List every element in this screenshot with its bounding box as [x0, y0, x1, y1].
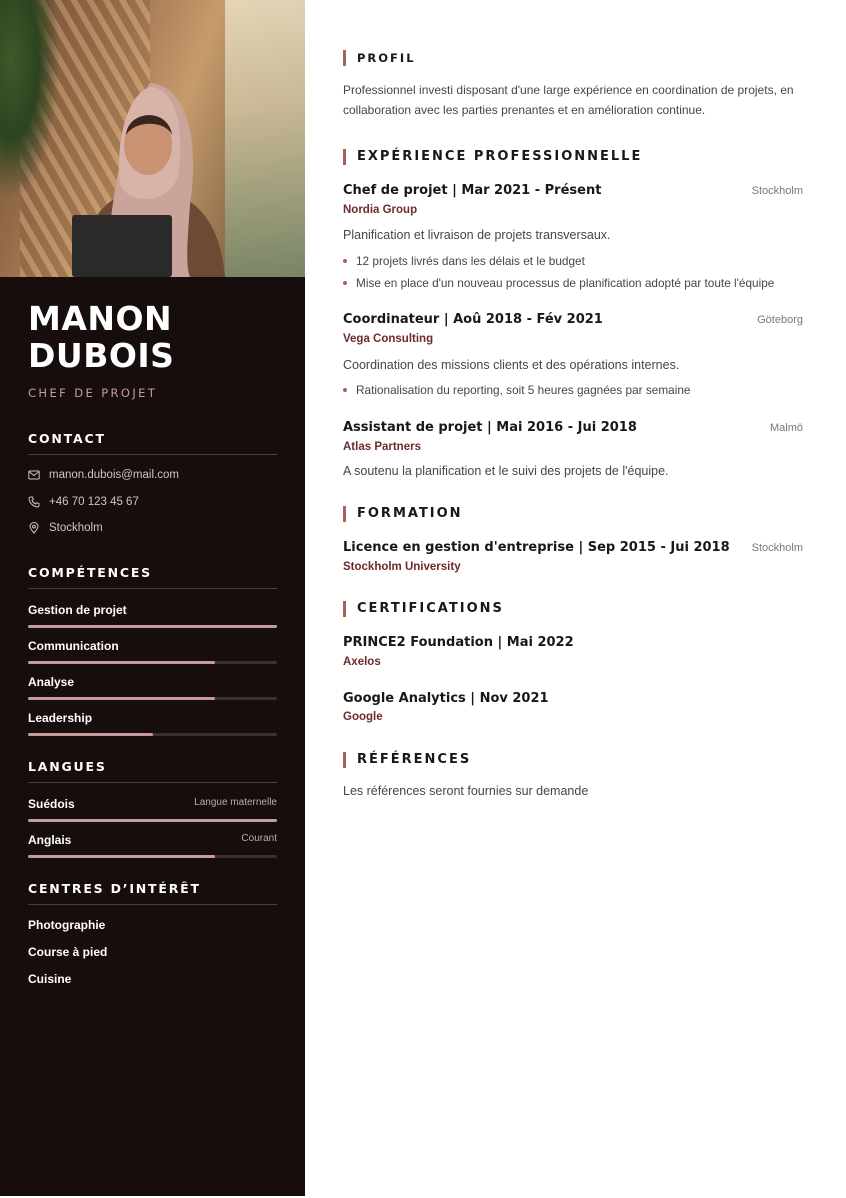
email-text: manon.dubois@mail.com — [49, 469, 179, 481]
job-role: CHEF DE PROJET — [28, 386, 158, 400]
profile-photo — [0, 0, 305, 277]
name-line-2: DUBOIS — [28, 336, 175, 375]
phone-text: +46 70 123 45 67 — [49, 496, 139, 508]
job-achievement: Rationalisation du reporting, soit 5 heures gagnées par semaine — [343, 383, 690, 397]
certification-title: Google Analytics | Nov 2021 — [343, 691, 549, 706]
company-name: Vega Consulting — [343, 333, 434, 345]
references-heading: RÉFÉRENCES — [343, 752, 471, 768]
language-level: Courant — [241, 833, 277, 844]
job-location: Malmö — [769, 422, 803, 434]
skill-name: Leadership — [28, 711, 93, 725]
skill-name: Gestion de projet — [28, 603, 127, 617]
interest-item: Photographie — [28, 918, 106, 932]
portrait-figure — [60, 65, 240, 277]
skill-name: Communication — [28, 639, 119, 653]
photo-plant — [0, 0, 60, 200]
location-pin-icon — [28, 522, 40, 534]
job-title: Assistant de projet | Mai 2016 - Jui 2018 — [343, 420, 637, 435]
job-description: Planification et livraison de projets transversaux. — [343, 228, 611, 242]
certification-issuer: Axelos — [343, 656, 381, 668]
job-achievement: 12 projets livrés dans les délais et le budget — [343, 254, 585, 268]
skill-level-bar — [28, 697, 277, 700]
language-level-bar — [28, 819, 277, 822]
languages-heading: LANGUES — [28, 759, 277, 783]
job-location: Stockholm — [751, 185, 803, 197]
language-label — [28, 833, 277, 847]
sidebar — [0, 0, 305, 1196]
main-content — [305, 0, 846, 1198]
education-heading: FORMATION — [343, 506, 463, 522]
mail-icon — [28, 469, 40, 481]
profile-heading: PROFIL — [343, 50, 416, 66]
skill-label — [28, 711, 277, 725]
language-level-bar — [28, 855, 277, 858]
skill-level-bar — [28, 661, 277, 664]
language-name: Suédois — [28, 797, 75, 811]
job-title: Coordinateur | Aoû 2018 - Fév 2021 — [343, 312, 603, 327]
profile-summary: Professionnel investi disposant d'une large expérience en coordination de projets, en collaboration avec les parties prenantes et en amélioration continue. — [343, 83, 794, 117]
interests-heading: CENTRES D’INTÉRÊT — [28, 881, 277, 905]
language-level-fill — [28, 819, 277, 822]
skill-level-fill — [28, 661, 215, 664]
job-achievement: Mise en place d'un nouveau processus de planification adopté par toute l'équipe — [343, 276, 774, 290]
language-label — [28, 797, 277, 811]
language-level: Langue maternelle — [194, 797, 277, 808]
interest-item: Cuisine — [28, 972, 72, 986]
job-description: Coordination des missions clients et des opérations internes. — [343, 358, 680, 372]
skill-label — [28, 603, 277, 617]
language-level-fill — [28, 855, 215, 858]
skill-name: Analyse — [28, 675, 75, 689]
contact-heading: CONTACT — [28, 431, 277, 455]
language-name: Anglais — [28, 833, 72, 847]
location-text: Stockholm — [49, 522, 103, 534]
interest-item: Course à pied — [28, 945, 108, 959]
experience-heading: EXPÉRIENCE PROFESSIONNELLE — [343, 149, 642, 165]
skill-level-bar — [28, 733, 277, 736]
skill-label — [28, 675, 277, 689]
skill-label — [28, 639, 277, 653]
company-name: Atlas Partners — [343, 441, 421, 453]
contact-email[interactable] — [28, 467, 179, 483]
references-text: Les références seront fournies sur demande — [343, 784, 589, 798]
contact-location — [28, 520, 103, 536]
skill-level-bar — [28, 625, 277, 628]
certifications-heading: CERTIFICATIONS — [343, 601, 504, 617]
job-location: Göteborg — [757, 314, 803, 326]
phone-icon — [28, 496, 40, 508]
certification-title: PRINCE2 Foundation | Mai 2022 — [343, 635, 574, 650]
skill-level-fill — [28, 697, 215, 700]
skill-level-fill — [28, 625, 277, 628]
education-location: Stockholm — [751, 542, 803, 554]
skill-level-fill — [28, 733, 153, 736]
degree-title: Licence en gestion d'entreprise | Sep 2015 - Jui 2018 — [343, 540, 730, 555]
school-name: Stockholm University — [343, 561, 461, 573]
skills-heading: COMPÉTENCES — [28, 565, 277, 589]
person-name — [28, 300, 174, 374]
contact-phone[interactable] — [28, 494, 139, 510]
job-description: A soutenu la planification et le suivi des projets de l'équipe. — [343, 464, 669, 478]
job-title: Chef de projet | Mar 2021 - Présent — [343, 183, 602, 198]
certification-issuer: Google — [343, 711, 383, 723]
name-line-1: MANON — [28, 299, 173, 338]
company-name: Nordia Group — [343, 204, 418, 216]
